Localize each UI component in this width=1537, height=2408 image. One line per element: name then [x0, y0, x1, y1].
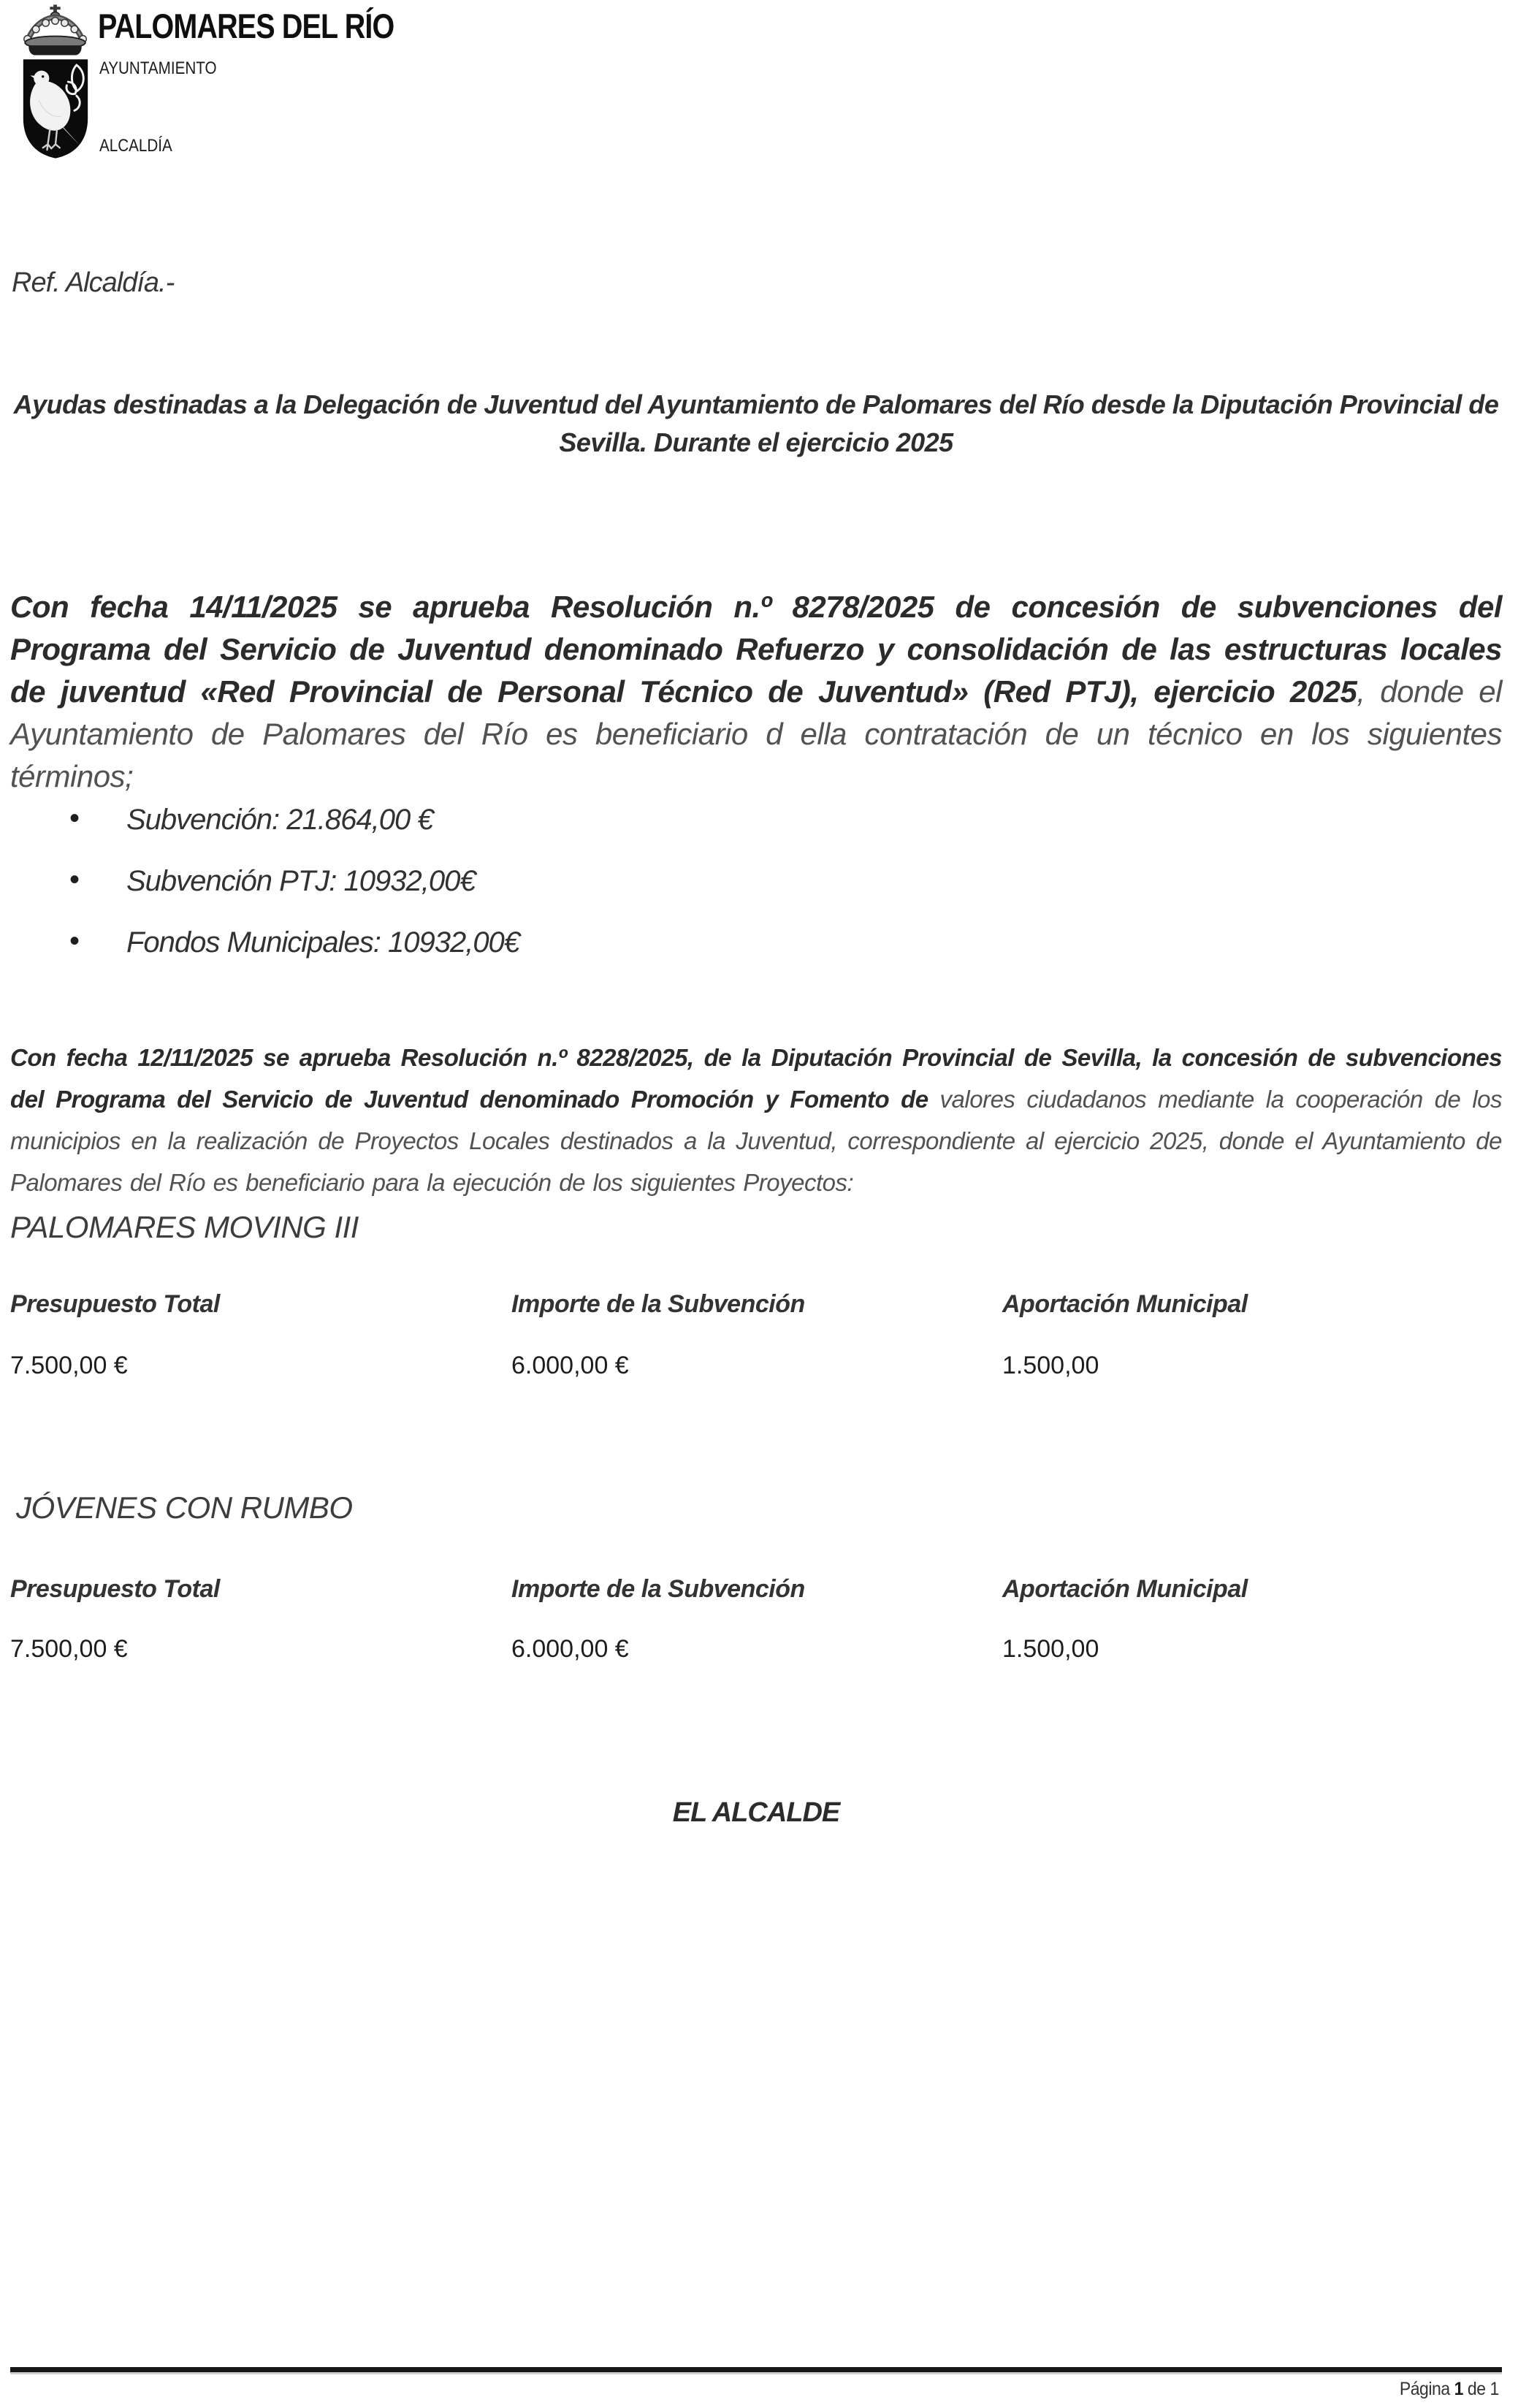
- paragraph1-bold-text: Con fecha 14/11/2025 se aprueba Resolución n.º 8278/2025 de concesión de subvenciones del Programa del Servicio de Juventud denominado Refuerzo y consolidación de las estructuras locales de juventud «Red Provincial de Personal Técnico de Juventud» (Red PTJ), ejercicio 2025: [10, 590, 1502, 709]
- bullet-text-fondos-municipales: Fondos Municipales: 10932,00€: [126, 926, 520, 959]
- bullet-icon: •: [69, 925, 80, 957]
- paragraph-resolution-8228: [10, 1037, 1502, 1203]
- list-item: [69, 859, 1391, 903]
- value-aportacion-municipal: 1.500,00: [1002, 1635, 1099, 1663]
- column-header-aportacion-municipal: Aportación Municipal: [1002, 1290, 1248, 1318]
- organization-label: AYUNTAMIENTO: [99, 58, 217, 78]
- project-title-jovenes-con-rumbo: JÓVENES CON RUMBO: [16, 1490, 353, 1525]
- value-importe-subvencion: 6.000,00 €: [511, 1352, 629, 1379]
- page-prefix: Página: [1400, 2379, 1454, 2399]
- project-title-palomares-moving: PALOMARES MOVING III: [10, 1210, 359, 1244]
- page-number: 1: [1454, 2379, 1464, 2399]
- signature-title-el-alcalde: EL ALCALDE: [672, 1797, 840, 1828]
- value-presupuesto-total: 7.500,00 €: [10, 1352, 128, 1379]
- list-item: [69, 798, 1391, 842]
- column-header-importe-subvencion: Importe de la Subvención: [511, 1290, 805, 1318]
- column-header-presupuesto-total: Presupuesto Total: [10, 1290, 220, 1318]
- municipality-name: PALOMARES DEL RÍO: [98, 7, 394, 45]
- paragraph2-bold-text: Con fecha 12/11/2025 se aprueba Resolución n.º 8228/2025, de la Diputación Provincial de Sevilla, la concesión de subvenciones del Programa del Servicio de Juventud denominado Promoción y Fomento de: [10, 1044, 1502, 1113]
- department-label: ALCALDÍA: [99, 136, 172, 156]
- reference-line: Ref. Alcaldía.-: [12, 267, 175, 298]
- municipal-coat-of-arms-icon: [20, 4, 91, 159]
- column-header-presupuesto-total: Presupuesto Total: [10, 1575, 220, 1603]
- list-item: [69, 921, 1391, 964]
- subsidy-bullet-list: [69, 798, 1391, 982]
- column-header-aportacion-municipal: Aportación Municipal: [1002, 1575, 1248, 1603]
- project1-table-value-row: [10, 1352, 1502, 1388]
- footer-divider: [10, 2367, 1502, 2374]
- value-presupuesto-total: 7.500,00 €: [10, 1635, 128, 1663]
- project2-table-value-row: [10, 1635, 1502, 1672]
- paragraph2-regular-text: valores ciudadanos mediante la cooperación de los municipios en la realización de Proyectos Locales destinados a la Juventud, correspondiente al ejercicio 2025, donde el Ayuntamiento de Palomares del Río es beneficiario para la ejecución de los siguientes Proyectos:: [10, 1086, 1502, 1196]
- paragraph1-regular-text: , donde el Ayuntamiento de Palomares del Río es beneficiario d ella contratación de un técnico en los siguientes términos;: [10, 674, 1502, 793]
- bullet-text-subvencion: Subvención: 21.864,00 €: [126, 804, 433, 836]
- paragraph-resolution-8278: [10, 586, 1502, 798]
- project1-table-header-row: [10, 1290, 1502, 1327]
- project2-table-header-row: [10, 1575, 1502, 1612]
- bullet-icon: •: [69, 802, 80, 834]
- page-total: 1: [1490, 2379, 1499, 2399]
- page-middle: de: [1463, 2379, 1490, 2399]
- column-header-importe-subvencion: Importe de la Subvención: [511, 1575, 805, 1603]
- crown-icon: [24, 4, 86, 55]
- subject-heading: Ayudas destinadas a la Delegación de Juventud del Ayuntamiento de Palomares del Río desde la Diputación Provincial de Sevilla. Durante el ejercicio 2025: [13, 389, 1499, 457]
- bullet-icon: •: [69, 864, 80, 896]
- bullet-text-subvencion-ptj: Subvención PTJ: 10932,00€: [126, 865, 476, 897]
- value-importe-subvencion: 6.000,00 €: [511, 1635, 629, 1663]
- dove-eye: [42, 75, 44, 77]
- page-number-label: [1400, 2379, 1499, 2400]
- value-aportacion-municipal: 1.500,00: [1002, 1352, 1099, 1379]
- shield-with-dove-icon: [23, 59, 88, 158]
